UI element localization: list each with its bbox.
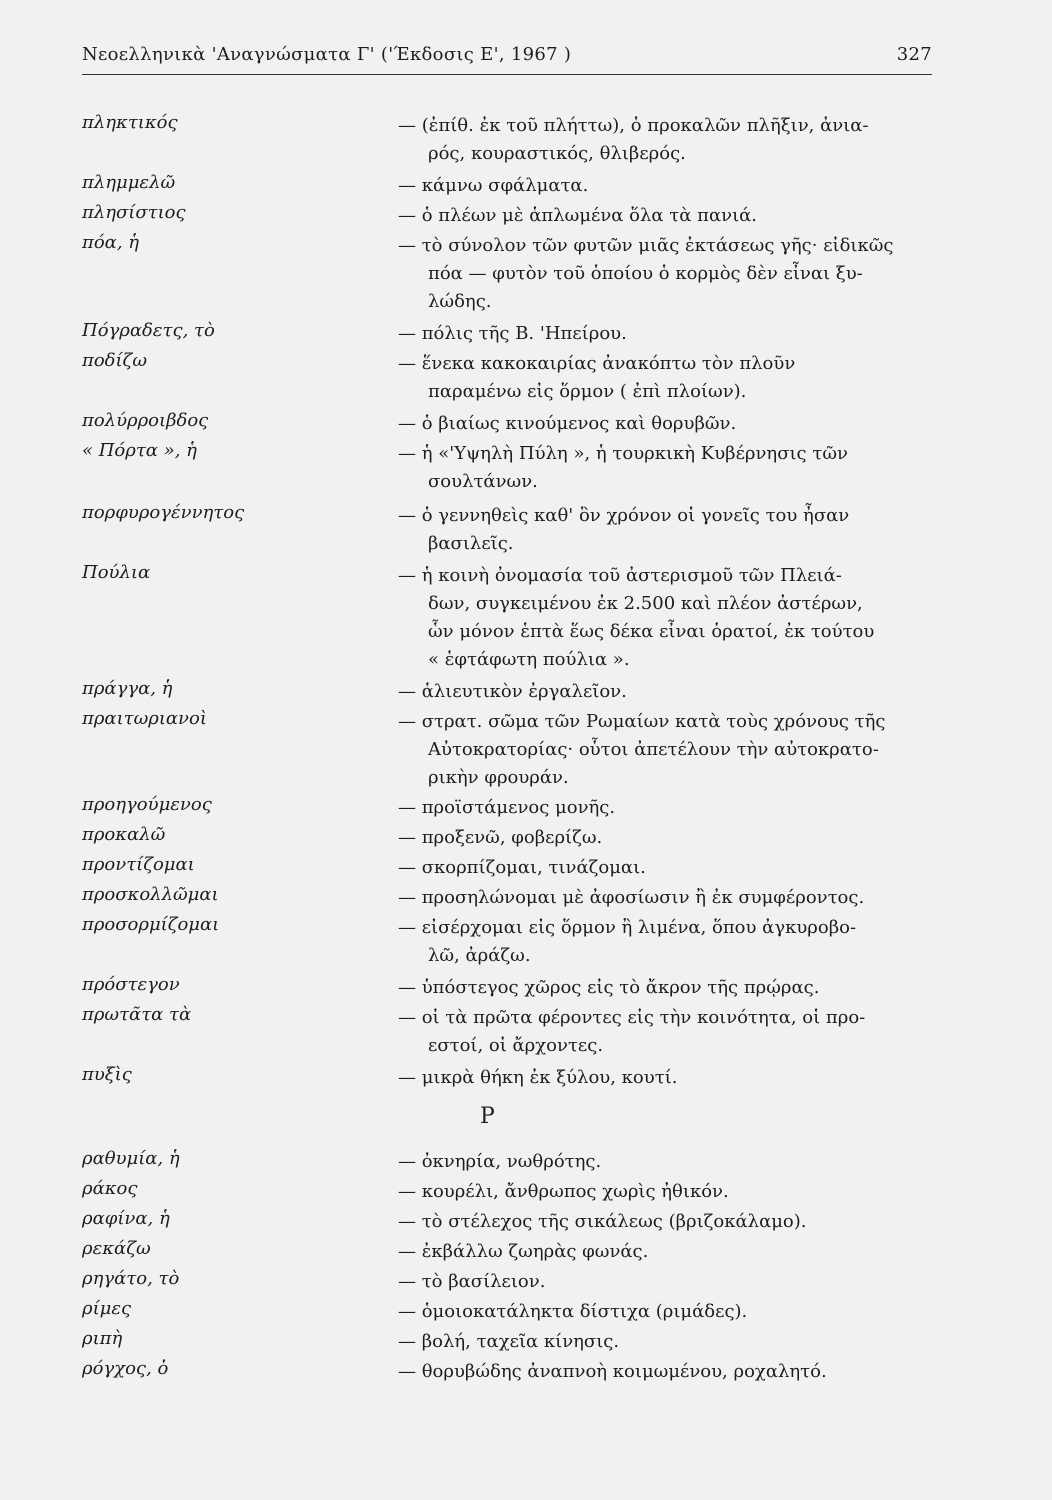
entry-term: Πούλια: [82, 562, 151, 583]
definition-line: βασιλεῖς.: [428, 533, 514, 554]
definition-line: — κουρέλι, ἄνθρωπος χωρὶς ἠθικόν.: [398, 1181, 729, 1202]
definition-line: — προϊστάμενος μονῆς.: [398, 797, 616, 818]
entry-term: προσορμίζομαι: [82, 914, 220, 935]
definition-line: — βολή, ταχεῖα κίνησις.: [398, 1331, 620, 1352]
page-number: 327: [896, 44, 932, 65]
entry-definition: [398, 410, 938, 438]
entry-definition: [398, 824, 938, 852]
entry-term: Πόγραδετς, τὸ: [82, 320, 215, 341]
definition-line: — τὸ σύνολον τῶν φυτῶν μιᾶς ἐκτάσεως γῆς· εἰδικῶς: [398, 235, 894, 256]
entry-definition: [398, 974, 938, 1002]
entry-term: προντίζομαι: [82, 854, 195, 875]
entry-term: ράκος: [82, 1178, 138, 1199]
page-header: [82, 38, 932, 75]
definition-line: — (ἐπίθ. ἐκ τοῦ πλήττω), ὁ προκαλῶν πλῆξιν, ἀνια-: [398, 115, 869, 136]
entry-definition: [398, 440, 938, 496]
entry-term: προηγούμενος: [82, 794, 212, 815]
definition-line: — προξενῶ, φοβερίζω.: [398, 827, 603, 848]
definition-line: — πόλις τῆς Β. 'Ηπείρου.: [398, 323, 627, 344]
entry-term: ραθυμία, ἡ: [82, 1148, 180, 1169]
entry-definition: [398, 1004, 938, 1060]
entry-term: « Πόρτα », ἡ: [82, 440, 197, 461]
entry-definition: [398, 1298, 938, 1326]
entry-term: ρεκάζω: [82, 1238, 151, 1259]
running-title: Νεοελληνικὰ 'Αναγνώσματα Γ' ('Έκδοσις Ε', 1967 ): [82, 44, 572, 65]
entry-definition: [398, 502, 938, 558]
entry-definition: [398, 884, 938, 912]
entry-term: πλημμελῶ: [82, 172, 176, 193]
definition-line: — ὑπόστεγος χῶρος εἰς τὸ ἄκρον τῆς πρῴρας.: [398, 977, 820, 998]
entry-definition: [398, 1238, 938, 1266]
entry-definition: [398, 562, 938, 674]
entry-term: πληκτικός: [82, 112, 178, 133]
definition-line: — οἱ τὰ πρῶτα φέροντες εἰς τὴν κοινότητα, οἱ προ-: [398, 1007, 866, 1028]
definition-line: — ὀκνηρία, νωθρότης.: [398, 1151, 602, 1172]
definition-line: λώδης.: [428, 291, 492, 312]
definition-line: — σκορπίζομαι, τινάζομαι.: [398, 857, 646, 878]
definition-line: — ἡ «'Υψηλὴ Πύλη », ἡ τουρκικὴ Κυβέρνησις τῶν: [398, 443, 848, 464]
entry-term: πράγγα, ἡ: [82, 678, 173, 699]
definition-line: ρικὴν φρουράν.: [428, 767, 569, 788]
definition-line: Αὐτοκρατορίας· οὗτοι ἀπετέλουν τὴν αὐτοκρατο-: [428, 739, 879, 760]
entry-term: πλησίστιος: [82, 202, 186, 223]
entry-term: πορφυρογέννητος: [82, 502, 245, 523]
entry-definition: [398, 350, 938, 406]
entry-definition: [398, 914, 938, 970]
definition-line: δων, συγκειμένου ἐκ 2.500 καὶ πλέον ἀστέρων,: [428, 593, 863, 614]
definition-line: πόα — φυτὸν τοῦ ὁποίου ὁ κορμὸς δὲν εἶναι ξυ-: [428, 263, 863, 284]
definition-line: « ἑφτάφωτη πούλια ».: [428, 649, 630, 670]
definition-line: — εἰσέρχομαι εἰς ὅρμον ἢ λιμένα, ὅπου ἀγκυροβο-: [398, 917, 857, 938]
entry-definition: [398, 794, 938, 822]
entry-term: πυξὶς: [82, 1064, 132, 1085]
definition-line: — ὁ βιαίως κινούμενος καὶ θορυβῶν.: [398, 413, 737, 434]
entry-definition: [398, 1268, 938, 1296]
entry-term: ριπὴ: [82, 1328, 123, 1349]
entry-definition: [398, 1178, 938, 1206]
entry-definition: [398, 1358, 938, 1386]
definition-line: — ἁλιευτικὸν ἐργαλεῖον.: [398, 681, 627, 702]
entry-term: ρόγχος, ὁ: [82, 1358, 169, 1379]
entry-term: πραιτωριανοὶ: [82, 708, 207, 729]
definition-line: — τὸ στέλεχος τῆς σικάλεως (βριζοκάλαμο).: [398, 1211, 807, 1232]
entry-term: ποδίζω: [82, 350, 147, 371]
definition-line: — ὁ γεννηθεὶς καθ' ὃν χρόνον οἱ γονεῖς του ἦσαν: [398, 505, 850, 526]
section-letter: Ρ: [480, 1104, 495, 1129]
definition-line: — κάμνω σφάλματα.: [398, 175, 589, 196]
entry-definition: [398, 202, 938, 230]
definition-line: — ὁ πλέων μὲ ἁπλωμένα ὅλα τὰ πανιά.: [398, 205, 757, 226]
definition-line: — ἕνεκα κακοκαιρίας ἀνακόπτω τὸν πλοῦν: [398, 353, 796, 374]
entry-term: πολύρροιβδος: [82, 410, 209, 431]
definition-line: — ἐκβάλλω ζωηρὰς φωνάς.: [398, 1241, 649, 1262]
entry-definition: [398, 172, 938, 200]
definition-line: — στρατ. σῶμα τῶν Ρωμαίων κατὰ τοὺς χρόνους τῆς: [398, 711, 886, 732]
definition-line: — προσηλώνομαι μὲ ἀφοσίωσιν ἢ ἐκ συμφέροντος.: [398, 887, 865, 908]
definition-line: — θορυβώδης ἀναπνοὴ κοιμωμένου, ροχαλητό.: [398, 1361, 827, 1382]
entry-term: πόα, ἡ: [82, 232, 140, 253]
entry-term: προκαλῶ: [82, 824, 166, 845]
entry-term: πρωτᾶτα τὰ: [82, 1004, 192, 1025]
entry-definition: [398, 1328, 938, 1356]
definition-line: σουλτάνων.: [428, 471, 538, 492]
entry-term: ρίμες: [82, 1298, 132, 1319]
entry-term: προσκολλῶμαι: [82, 884, 219, 905]
entry-definition: [398, 708, 938, 792]
definition-line: ρός, κουραστικός, θλιβερός.: [428, 143, 686, 164]
definition-line: λῶ, ἀράζω.: [428, 945, 531, 966]
entry-definition: [398, 232, 938, 316]
entry-definition: [398, 1148, 938, 1176]
definition-line: ὧν μόνον ἑπτὰ ἕως δέκα εἶναι ὁρατοί, ἐκ τούτου: [428, 621, 875, 642]
entry-definition: [398, 1064, 938, 1092]
definition-line: παραμένω εἰς ὅρμον ( ἐπὶ πλοίων).: [428, 381, 747, 402]
entry-term: ραφίνα, ἡ: [82, 1208, 170, 1229]
entry-term: ρηγάτο, τὸ: [82, 1268, 180, 1289]
definition-line: — ἡ κοινὴ ὀνομασία τοῦ ἀστερισμοῦ τῶν Πλειά-: [398, 565, 842, 586]
definition-line: — ὁμοιοκατάληκτα δίστιχα (ριμάδες).: [398, 1301, 748, 1322]
entry-term: πρόστεγον: [82, 974, 180, 995]
entry-definition: [398, 112, 938, 168]
definition-line: — τὸ βασίλειον.: [398, 1271, 546, 1292]
definition-line: εστοί, οἱ ἄρχοντες.: [428, 1035, 604, 1056]
entry-definition: [398, 678, 938, 706]
definition-line: — μικρὰ θήκη ἐκ ξύλου, κουτί.: [398, 1067, 678, 1088]
entry-definition: [398, 854, 938, 882]
entry-definition: [398, 1208, 938, 1236]
entry-definition: [398, 320, 938, 348]
